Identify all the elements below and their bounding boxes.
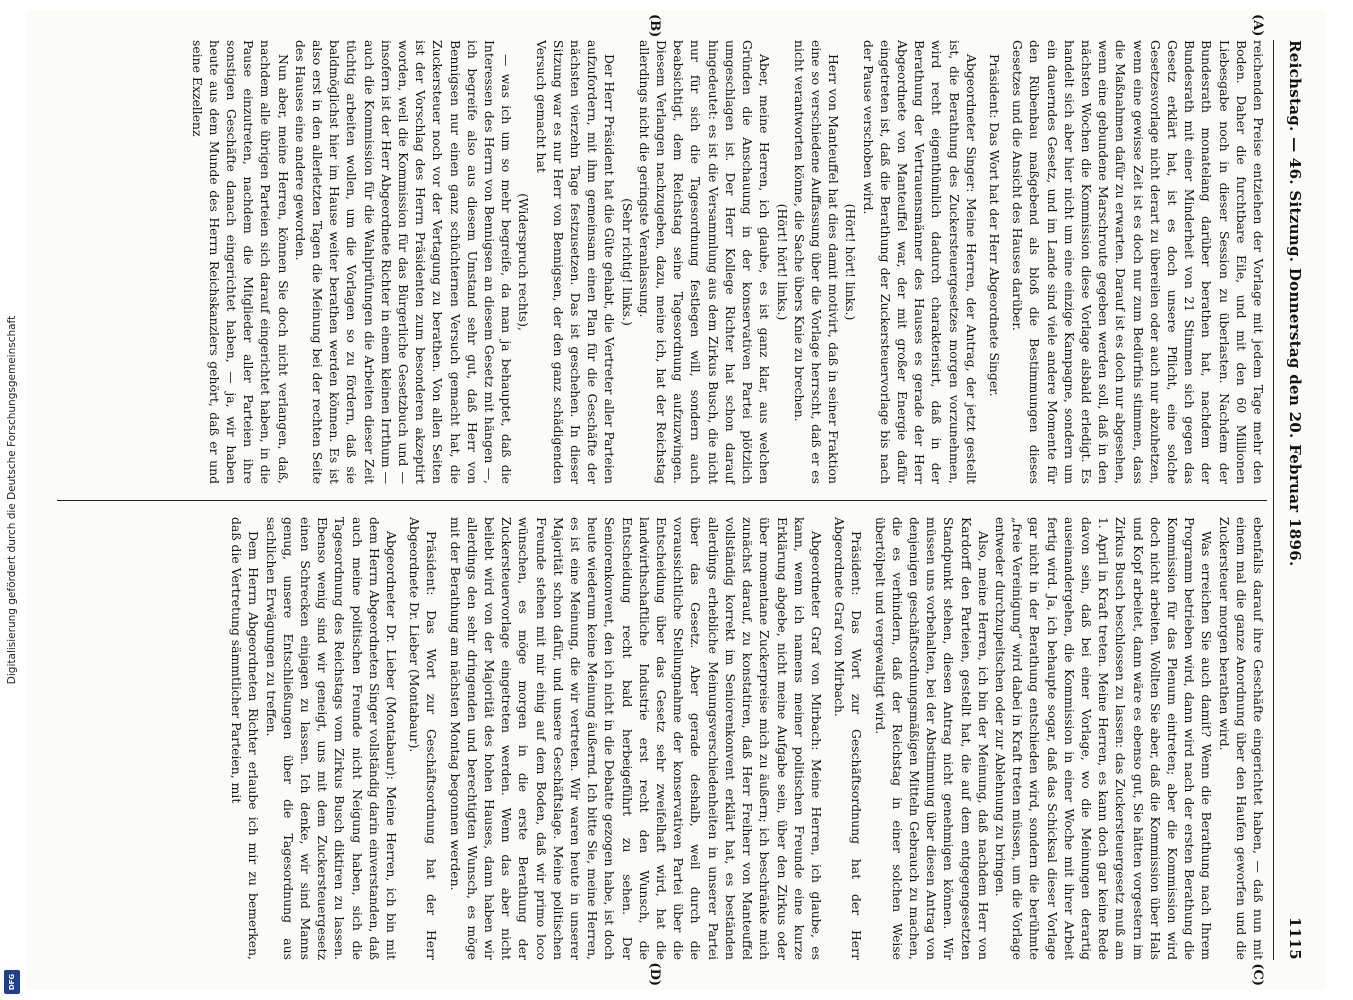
- paragraph: Dem Herrn Abgeordneten Richter erlaube ich mir zu bemerken, daß die Vertretung sämmtlicher Parteien, mit: [229, 517, 262, 960]
- digitisation-credit-text: Digitalisierung gefördert durch die Deutsche Forschungsgemeinschaft: [6, 315, 18, 685]
- paragraph: reichenden Preise entziehen der Vorlage mit jedem Tage mehr den Boden. Daher die furchtbare Eile, und mit den 60 Millionen Liebesgabe noch in dieser Session zu überlasten. Nachdem der Bundesrath monatelang darüber berathen hat, nachdem der Bundesrath mit einer Minderheit von 21 Stimmen sich gegen das Gesetz erklärt hat, ist es doch unsere Pflicht, eine solche Gesetzesvorlage nicht derart zu übereilen oder auch nur abzuhetzen, wenn eine gewisse Zeit ist es doch nur zum Bedürfnis stimmen, dass die Maßnahmen dafür zu erwarten. Darauf ist es doch nur abgesehen, wenn eine gebundene Marschroute gegeben werden soll, daß in den nächsten Wochen die Kommission diese Vorlage alsbald erledigt. Es handelt sich aber hier nicht um eine einzige Kampagne, sondern um ein dauerndes Gesetz, und im Lande sind viele andere Momente für den Rübenbau maßgebend als bloß die Bestimmungen dieses Gesetzes und die Ansicht des Hauses darüber.: [1010, 40, 1266, 484]
- left-column: [57, 40, 1267, 500]
- page-number: 1115: [1286, 917, 1304, 960]
- header-rule: [1273, 40, 1274, 960]
- paragraph: Herr von Manteuffel hat dies damit motivirt, daß in seiner Fraktion eine so verschiedene Auffassung über die Vorlage herrscht, daß er es nicht verantworten könne, die Sache übers Knie zu brechen.: [791, 40, 842, 484]
- running-head-title: Reichstag. — 46. Sitzung. Donnerstag den 20. Februar 1896.: [1286, 40, 1304, 567]
- interjection: (Widerspruch rechts),: [516, 193, 532, 331]
- margin-mark-c: (C): [1250, 963, 1265, 986]
- running-head: [1276, 40, 1304, 960]
- paragraph: Also, meine Herren, ich bin der Meinung, daß nachdem Herr von Kardorff den Parteien, gestellt hat, die auf dem entgegengesetzten Standpunkt stehen, diesen Antrag nicht genehmigen können. Wir müssen uns vorbehalten, bei der Abstimmung über diesen Antrag von denjenigen geschäftsordnungsmäßigen Mitteln Gebrauch zu machen, die es verhindern, daß der Reichstag in einer solchen Weise übertölpelt und vergewaltigt wird.: [872, 517, 991, 960]
- paragraph: Abgeordneter Dr. Lieber (Montabaur): Meine Herren, ich bin mit dem Herrn Abgeordneten Singer vollständig darin einverstanden, daß auch meine politischen Freunde nicht Neigung haben, sich die Tagesordnung des Reichstags vom Zirkus Busch diktiren zu lassen. Ebenso wenig sind wir geneigt, uns mit dem Zuckersteuergesetz einen Schrecken einjagen zu lassen. Ich denke, wir sind Manns genug, unsere Entschließungen über die Tagesordnung aus sachlichen Erwägungen zu treffen.: [263, 517, 400, 960]
- text-columns: [57, 14, 1267, 986]
- paragraph: Präsident: Das Wort zur Geschäftsordnung hat der Herr Abgeordnete Graf von Mirbach.: [832, 517, 865, 960]
- dfg-logo: [4, 970, 20, 994]
- right-column: [57, 500, 1267, 960]
- paragraph: Was erreichen Sie auch damit? Wenn die Berathung nach Ihrem Programm betrieben wird, dann wird nach der ersten Berathung die Kommission für das Plenum eintreten; aber die Kommission wird doch nicht arbeiten. Wollten Sie aber, daß die Kommission über Hals und Kopf arbeitet, dann wäre es ebenso gut, Sie hätten vorgestern im Zirkus Busch beschlossen zu lassen: das Zuckersteuergesetz muß am 1. April in Kraft treten. Meine Herren, es kann doch gar keine Rede davon sein, daß bei einer Vorlage, wo die Meinungen derartig auseinandergehen, die Kommission in einer Woche mit ihrer Arbeit fertig wird. Ja, ich behaupte sogar, daß das Schicksal dieser Vorlage gar nicht in der Berathung entschieden wird, sondern die berühmte „freie Vereinigung“ wird dabei in Kraft treten müssen, um die Vorlage entweder durchzupeitschen oder zur Ablehnung zu bringen.: [992, 517, 1215, 960]
- interjection: (Hört! hört! links.): [774, 203, 790, 321]
- dfg-logo-text: DFG: [8, 973, 16, 991]
- scanned-page: [26, 10, 1326, 990]
- paragraph: Abgeordneter Graf von Mirbach: Meine Herren, ich glaube, es kann, wenn ich namens meiner politischen Freunde eine kurze Erklärung abgebe, nicht meine Aufgabe sein, über den Zirkus oder über momentane Zuckerpreise mich zu äußern; ich beschränke mich zunächst darauf, zu konstatiren, daß Herr Freiherr von Manteuffel vollständig korrekt im Seniorenkonvent erklärt hat, es beständen allerdings erhebliche Meinungsverschiedenheiten in unserer Partei über das Gesetz. Aber gerade deshalb, weil durch die voraussichtliche Stellungnahme der konservativen Partei über die Entscheidung über das Gesetz sehr zweifelhaft wird, hat die landwirthschaftliche Industrie erst recht den Wunsch, die Entscheidung recht bald herbeigeführt zu sehen. Der Seniorenkonvent, den ich nicht in die Debatte gezogen habe, ist doch heute wiederum keine Meinung äußernd. Ich bitte Sie, meine Herren, es ist eine Meinung, die wir vertreten. Wir waren heute in unserer Majorität schon dafür, und unsere Geschäftslage. Meine politischen Freunde stehen mit mir einig auf dem Boden, daß wir primo loco wünschen, es möge morgen in die erste Berathung der Zuckersteuervorlage eingetreten werden. Wenn das aber nicht beliebt wird von der Majorität des hohen Hauses, dann haben wir allerdings den sehr dringenden und berechtigten Wunsch, es möge mit der Berathung am nächsten Montag begonnen werden.: [447, 517, 824, 960]
- margin-mark-d: (D): [647, 962, 662, 986]
- interjection: (Hört! hört! links.): [843, 203, 859, 321]
- paragraph: Abgeordneter Singer: Meine Herren, der Antrag, der jetzt gestellt ist, die Berathung des Zuckersteuergesetzes morgen vorzunehmen, wird recht eigenthümlich dadurch charakterisirt, daß in der Berathung der Vertrauensmänner des Hauses es gerade der Herr Abgeordnete von Manteuffel war, der mit großer Energie dafür eingetreten ist, daß die Berathung der Zuckersteuervorlage bis nach der Pause verschoben wird.: [860, 40, 979, 484]
- paragraph: ebenfalls darauf ihre Geschäfte eingerichtet haben, — daß nun mit einem mal die ganze Anordnung über den Haufen geworfen und die Zuckersteuer morgen berathen wird.: [1216, 517, 1266, 960]
- margin-mark-a: (A): [1250, 14, 1265, 37]
- interjection: (Sehr richtig! links.): [619, 198, 635, 326]
- digitisation-credit-strip: [0, 0, 24, 1000]
- paragraph: — was ich um so mehr begreife, da man ja behauptet, daß die Interessen des Herrn von Bennigsen an diesem Gesetz mit hängen —, ich begreife also aus diesem Umstand sehr gut, daß Herr von Bennigsen nur einen ganz schüchternen Versuch gemacht hat, die Zuckersteuer noch vor der Vertagung zu berathen. Von allen Seiten ist der Vorschlag des Herrn Präsidenten zum besonderen akzeptirt worden, weil die Kommission für das Bürgerliche Gesetzbuch und — insofern ist der Herr Abgeordnete Richter in einem kleinen Irrthum — auch die Kommission für die Wahlprüfungen die Arbeiten dieser Zeit tüchtig arbeiten wollen, um die Vorlagen so zu fördern, daß sie baldmöglichst hier im Hause weiter berathen werden können. Es ist also erst in den allerletzten Tagen die Meinung bei der rechten Seite des Hauses eine andere geworden.: [292, 40, 515, 484]
- paragraph: Präsident: Das Wort hat der Herr Abgeordnete Singer.: [986, 54, 1002, 397]
- paragraph: Nun aber, meine Herren, können Sie doch nicht verlangen, daß, nachdem alle übrigen Parteien sich darauf eingerichtet haben, in die Pause einzutreten, nachdem die Mitglieder aller Parteien ihre sonstigen Geschäfte danach eingerichtet haben, — ja, wir haben heute aus dem Munde des Herrn Reichskanzlers gehört, daß er und seine Exzellenz: [189, 40, 291, 484]
- paragraph: Aber, meine Herren, ich glaube, es ist ganz klar, aus welchen Gründen die Anschauung in der konservativen Partei plötzlich umgeschlagen ist. Der Herr Kollege Richter hat schon darauf hingedeutet: es ist die Versammlung aus dem Zirkus Busch, die nicht nur für sich die Tagesordnung festlegen will, sondern auch beabsichtigt, dem Reichstag seine Tagesordnung aufzuzwingen. Diesem Verlangen nachzugeben, dazu, meine ich, hat der Reichstag allerdings nicht die geringste Veranlassung.: [636, 40, 773, 484]
- paragraph: Der Herr Präsident hat die Güte gehabt, die Vertreter aller Parteien aufzufordern, mit ihm gemeinsam einen Plan für die Geschäfte der nächsten vierzehn Tage festzusetzen. Das ist geschehen. In dieser Sitzung war es nur Herr von Bennigsen, der den ganz schädigenden Versuch gemacht hat: [533, 40, 618, 484]
- margin-mark-b: (B): [647, 14, 662, 38]
- paragraph: Präsident: Das Wort zur Geschäftsordnung hat der Herr Abgeordnete Dr. Lieber (Montabaur).: [407, 517, 440, 960]
